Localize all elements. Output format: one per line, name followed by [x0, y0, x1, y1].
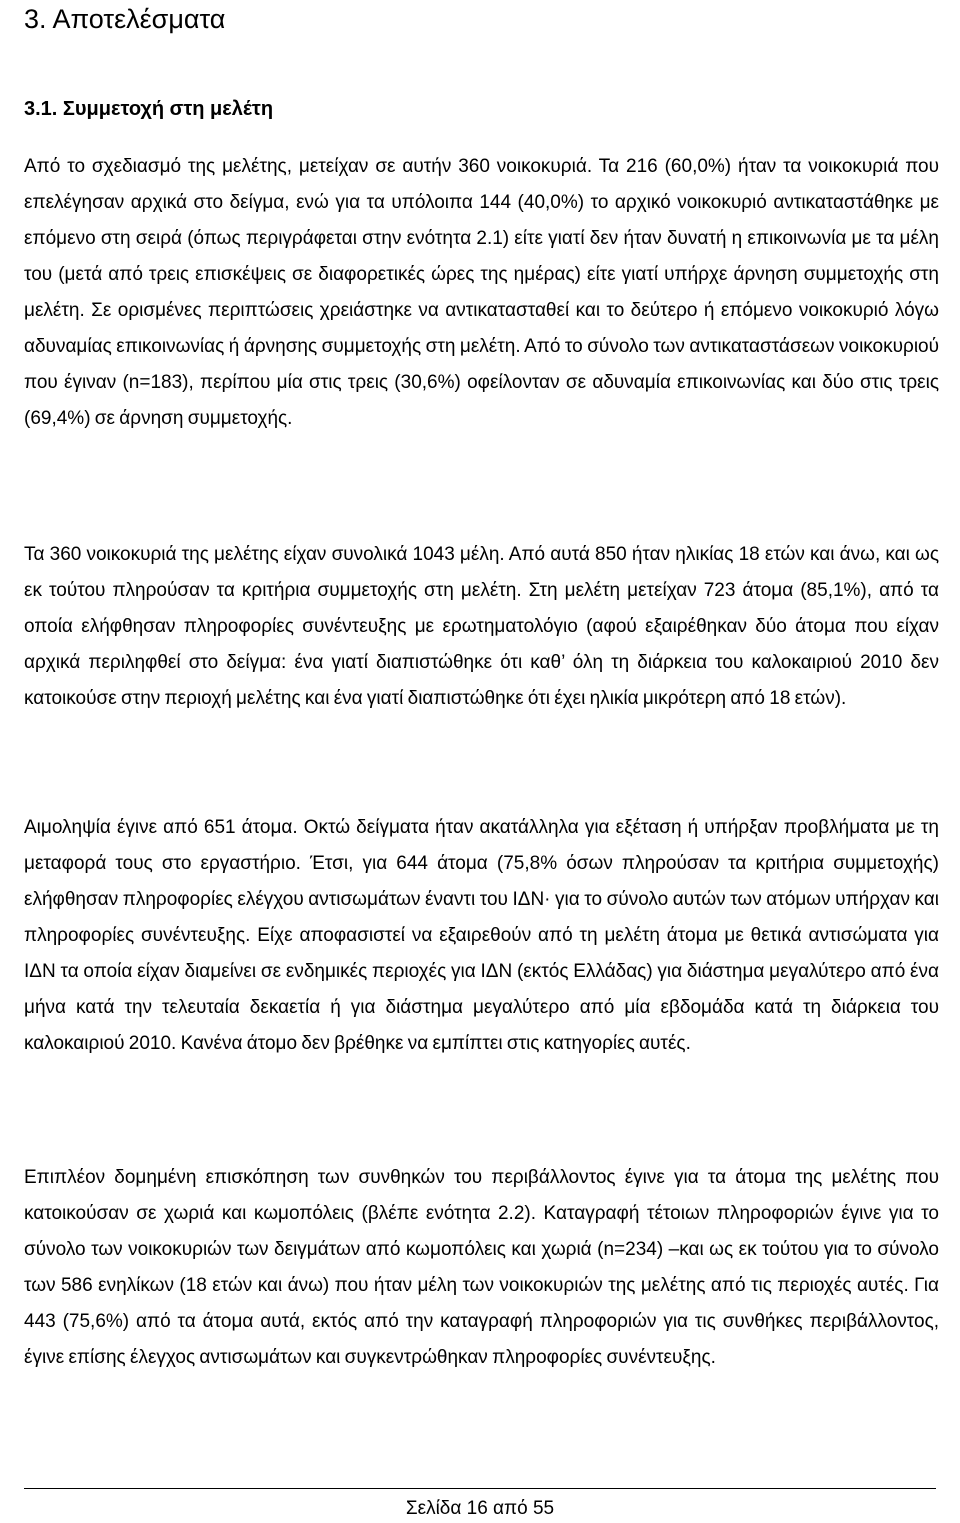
subsection-title: 3.1. Συμμετοχή στη μελέτη [24, 98, 274, 120]
paragraph-blood-sampling: Αιμοληψία έγινε από 651 άτομα. Οκτώ δείγματα ήταν ακατάλληλα για εξέταση ή υπήρξαν προβλήματα με τη μεταφορά τους στο εργαστήριο. Έτσι, για 644 άτομα (75,8% όσων πληρούσαν τα κριτήρια συμμετοχής) ελήφθησαν πληροφορίες ελέγχου αντισωμάτων έναντι του ΙΔΝ· για το σύνολο αυτών των ατόμων υπήρχαν και πληροφορίες συνέντευξης. Είχε αποφασιστεί να εξαιρεθούν από τη μελέτη άτομα με θετικά αντισώματα για ΙΔΝ τα οποία είχαν διαμείνει σε ενδημικές περιοχές για ΙΔΝ (εκτός Ελλάδας) για διάστημα μεγαλύτερο από ένα μήνα κατά την τελευταία δεκαετία ή για διάστημα μεγαλύτερο από μία εβδομάδα κατά τη διάρκεια του καλοκαιριού 2010. Κανένα άτομο δεν βρέθηκε να εμπίπτει στις κατηγορίες αυτές. [24, 817, 939, 1054]
paragraph-participation: Από το σχεδιασμό της μελέτης, μετείχαν σε αυτήν 360 νοικοκυριά. Τα 216 (60,0%) ήταν τα νοικοκυριά που επελέγησαν αρχικά στο δείγμα, ενώ για τα υπόλοιπα 144 (40,0%) το αρχικό νοικοκυριό αντικαταστάθηκε με επόμενο στη σειρά (όπως περιγράφεται στην ενότητα 2.1) είτε γιατί δεν ήταν δυνατή η επικοινωνία με τα μέλη του (μετά από τρεις επισκέψεις σε διαφορετικές ώρες της ημέρας) είτε γιατί υπήρχε άρνηση συμμετοχής στη μελέτη. Σε ορισμένες περιπτώσεις χρειάστηκε να αντικατασταθεί και το δεύτερο ή επόμενο νοικοκυριό λόγω αδυναμίας επικοινωνίας ή άρνησης συμμετοχής στη μελέτη. Από το σύνολο των αντικαταστάσεων νοικοκυριού που έγιναν (n=183), περίπου μία στις τρεις (30,6%) οφείλονταν σε αδυναμία επικοινωνίας και δύο στις τρεις (69,4%) σε άρνηση συμμετοχής. [24, 156, 939, 429]
footer-divider [24, 1488, 936, 1489]
page-number: Σελίδα 16 από 55 [405, 1498, 555, 1519]
section-title: 3. Αποτελέσματα [24, 4, 226, 34]
paragraph-environment-survey: Επιπλέον δομημένη επισκόπηση των συνθηκών του περιβάλλοντος έγινε για τα άτομα της μελέτης που κατοικούσαν σε χωριά και κωμοπόλεις (βλέπε ενότητα 2.2). Καταγραφή τέτοιων πληροφοριών έγινε για το σύνολο των νοικοκυριών των δειγμάτων από κωμοπόλεις και χωριά (n=234) –και ως εκ τούτου για το σύνολο των 586 ενηλίκων (18 ετών και άνω) που ήταν μέλη των νοικοκυριών της μελέτης από τις περιοχές αυτές. Για 443 (75,6%) από τα άτομα αυτά, εκτός από την καταγραφή πληροφοριών για τις συνθήκες περιβάλλοντος, έγινε επίσης έλεγχος αντισωμάτων και συγκεντρώθηκαν πληροφορίες συνέντευξης. [24, 1167, 939, 1368]
paragraph-household-members: Τα 360 νοικοκυριά της μελέτης είχαν συνολικά 1043 μέλη. Από αυτά 850 ήταν ηλικίας 18 ετών και άνω, και ως εκ τούτου πληρούσαν τα κριτήρια συμμετοχής στη μελέτη. Στη μελέτη μετείχαν 723 άτομα (85,1%), από τα οποία ελήφθησαν πληροφορίες συνέντευξης με ερωτηματολόγιο (αφού εξαιρέθηκαν δύο άτομα που είχαν αρχικά περιληφθεί στο δείγμα: ένα γιατί διαπιστώθηκε ότι καθ’ όλη τη διάρκεια του καλοκαιριού 2010 δεν κατοικούσε στην περιοχή μελέτης και ένα γιατί διαπιστώθηκε ότι έχει ηλικία μικρότερη από 18 ετών). [24, 544, 939, 709]
